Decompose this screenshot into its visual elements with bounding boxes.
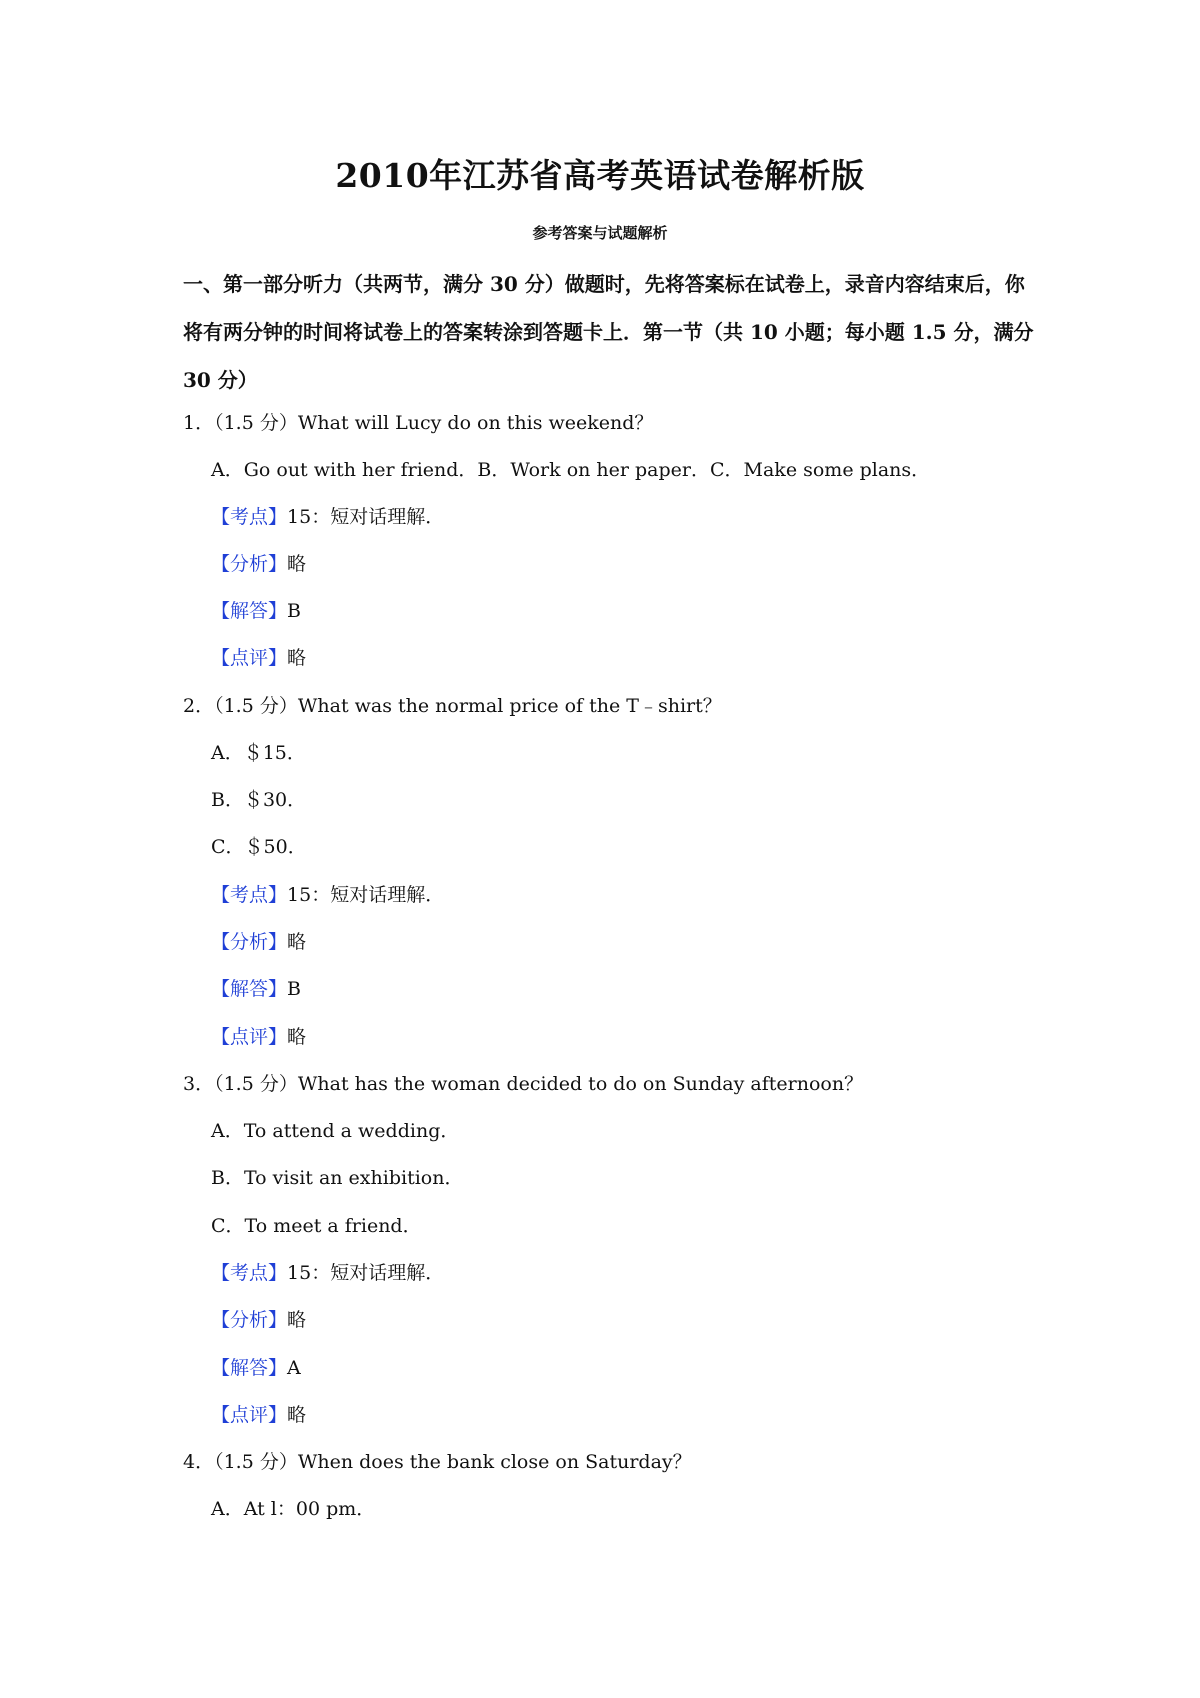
page-title: 2010年江苏省高考英语试卷解析版: [335, 156, 865, 195]
question-1-fenxi: [211, 552, 306, 576]
dianping-label: 【点评】: [211, 1026, 288, 1048]
question-2-stem: 2．（1.5 分）What was the normal price of the T﹣shirt？: [183, 695, 722, 717]
jieda-value: B: [287, 600, 301, 622]
question-1-jieda: [211, 599, 301, 623]
jieda-value: A: [287, 1357, 301, 1379]
question-2-dianping: [211, 1025, 306, 1049]
dianping-value: 略: [287, 1404, 307, 1426]
fenxi-label: 【分析】: [211, 553, 288, 575]
question-1-stem: 1．（1.5 分）What will Lucy do on this weekend？: [183, 412, 654, 434]
jieda-label: 【解答】: [211, 978, 288, 1000]
fenxi-label: 【分析】: [211, 931, 288, 953]
kaodian-label: 【考点】: [211, 1262, 288, 1284]
question-3-fenxi: [211, 1308, 306, 1332]
kaodian-value: 15：短对话理解．: [287, 506, 445, 528]
section-heading: 一、第一部分听力（共两节，满分 30 分）做题时，先将答案标在试卷上，录音内容结束后，你将有两分钟的时间将试卷上的答案转涂到答题卡上．第一节（共 10 小题；每小题 1.5 分，满分 30 分）: [183, 272, 1034, 392]
question-2-option-b: B．＄30．: [211, 789, 307, 811]
question-4-stem: 4．（1.5 分）When does the bank close on Saturday？: [183, 1451, 692, 1473]
page-subtitle: 参考答案与试题解析: [532, 224, 668, 242]
question-1-kaodian: [211, 505, 444, 529]
jieda-label: 【解答】: [211, 600, 288, 622]
dianping-label: 【点评】: [211, 1404, 288, 1426]
question-3-option-b: B．To visit an exhibition．: [211, 1167, 464, 1189]
dianping-label: 【点评】: [211, 647, 288, 669]
fenxi-label: 【分析】: [211, 1309, 288, 1331]
question-2-jieda: [211, 977, 301, 1001]
kaodian-label: 【考点】: [211, 884, 288, 906]
kaodian-value: 15：短对话理解．: [287, 1262, 445, 1284]
question-4-option-a: A．At l：00 pm．: [211, 1498, 376, 1520]
dianping-value: 略: [287, 647, 307, 669]
question-3-kaodian: [211, 1261, 444, 1285]
jieda-label: 【解答】: [211, 1357, 288, 1379]
kaodian-value: 15：短对话理解．: [287, 884, 445, 906]
kaodian-label: 【考点】: [211, 506, 288, 528]
question-3-dianping: [211, 1403, 306, 1427]
question-1-dianping: [211, 646, 306, 670]
question-2-kaodian: [211, 883, 444, 907]
question-3-stem: 3．（1.5 分）What has the woman decided to do on Sunday afternoon？: [183, 1073, 864, 1095]
question-3-jieda: [211, 1356, 301, 1380]
question-2-fenxi: [211, 930, 306, 954]
fenxi-value: 略: [287, 1309, 307, 1331]
fenxi-value: 略: [287, 553, 307, 575]
fenxi-value: 略: [287, 931, 307, 953]
question-2-option-c: C．＄50．: [211, 836, 307, 858]
question-3-option-a: A．To attend a wedding．: [211, 1120, 460, 1142]
question-2-option-a: A．＄15．: [211, 742, 306, 764]
question-3-option-c: C．To meet a friend．: [211, 1215, 422, 1237]
question-1-options: A．Go out with her friend．B．Work on her paper．C．Make some plans．: [211, 459, 931, 481]
jieda-value: B: [287, 978, 301, 1000]
dianping-value: 略: [287, 1026, 307, 1048]
